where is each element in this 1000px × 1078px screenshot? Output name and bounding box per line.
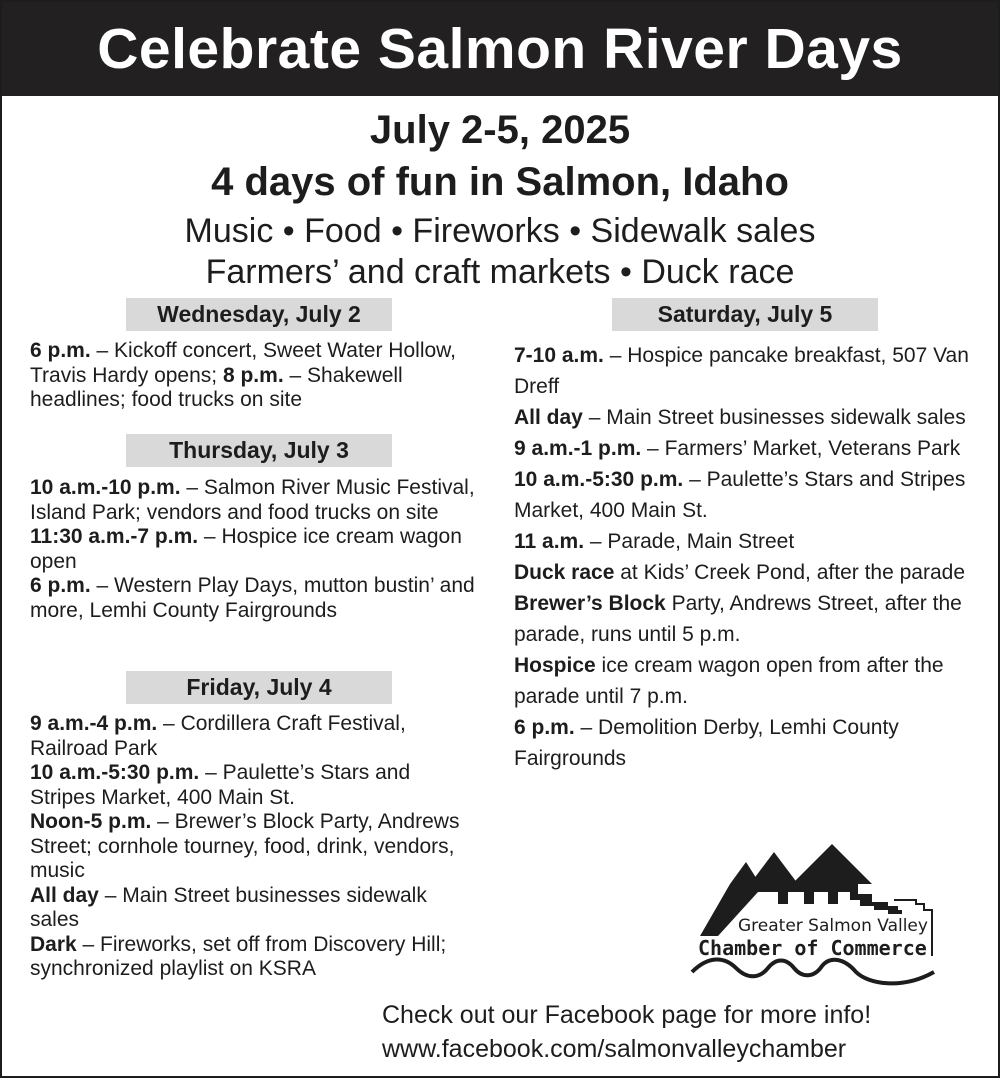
event-time: 6 p.m. xyxy=(30,574,91,597)
event-time: 6 p.m. xyxy=(514,716,575,739)
schedule-entry xyxy=(30,525,480,574)
event-description: – Hospice ice cream wagon open xyxy=(30,525,462,573)
event-description: – Demolition Derby, Lemhi County Fairgrounds xyxy=(514,716,899,770)
schedule-entry xyxy=(30,574,480,623)
event-time: Dark xyxy=(30,932,77,956)
event-description: – Paulette’s Stars and Stripes Market, 400 Main St. xyxy=(30,761,411,809)
event-time: 9 a.m.-4 p.m. xyxy=(30,712,158,735)
event-time: 9 a.m.-1 p.m. xyxy=(514,437,642,460)
mountain-icon xyxy=(792,844,872,884)
day-header-thursday: Thursday, July 3 xyxy=(126,434,392,467)
schedule-entry xyxy=(30,712,480,761)
schedule-saturday xyxy=(514,340,974,774)
schedule-entry xyxy=(514,340,974,402)
facebook-link[interactable]: www.facebook.com/salmonvalleychamber xyxy=(382,1035,847,1063)
schedule-entry xyxy=(30,761,480,810)
event-description: – Western Play Days, mutton bustin’ and more, Lemhi County Fairgrounds xyxy=(30,574,475,622)
schedule-entry xyxy=(30,339,480,413)
event-subtitle: 4 days of fun in Salmon, Idaho xyxy=(211,160,789,204)
schedule-entry xyxy=(514,712,974,774)
event-time: All day xyxy=(30,883,99,907)
schedule-entry xyxy=(514,650,974,712)
event-time: 7-10 a.m. xyxy=(514,344,604,367)
event-description: – Cordillera Craft Festival, Railroad Park xyxy=(30,712,406,760)
event-time: Brewer’s Block xyxy=(514,592,666,615)
schedule-entry xyxy=(514,588,974,650)
schedule-entry xyxy=(514,464,974,526)
title-banner xyxy=(2,2,998,96)
event-description: – Shakewell headlines; food trucks on site xyxy=(30,363,403,411)
event-time: Hospice xyxy=(514,654,596,677)
event-description: – Paulette’s Stars and Stripes Market, 400 Main St. xyxy=(514,468,966,522)
event-time: Noon-5 p.m. xyxy=(30,810,152,833)
event-highlights-line-1: Music • Food • Fireworks • Sidewalk sales xyxy=(184,212,816,250)
event-description: – Main Street businesses sidewalk sales xyxy=(582,406,966,429)
schedule-entry xyxy=(30,884,480,933)
day-header-friday: Friday, July 4 xyxy=(126,671,392,704)
day-header-wednesday: Wednesday, July 2 xyxy=(126,298,392,331)
event-description: at Kids’ Creek Pond, after the parade xyxy=(614,561,965,584)
event-description: – Parade, Main Street xyxy=(584,530,795,553)
event-time: 6 p.m. xyxy=(30,339,91,362)
event-description: ice cream wagon open from after the parade until 7 p.m. xyxy=(514,654,944,708)
event-description: – Kickoff concert, Sweet Water Hollow, Travis Hardy opens; xyxy=(30,339,457,387)
page-title: Celebrate Salmon River Days xyxy=(97,17,903,81)
event-time: 10 a.m.-5:30 p.m. xyxy=(30,761,200,784)
event-description: – Main Street businesses sidewalk sales xyxy=(30,883,427,931)
event-description: – Fireworks, set off from Discovery Hill; synchronized playlist on KSRA xyxy=(30,932,447,980)
schedule-entry xyxy=(30,810,480,884)
schedule-entry xyxy=(514,526,974,557)
schedule-thursday xyxy=(30,476,480,623)
event-time: All day xyxy=(514,406,583,429)
schedule-entry xyxy=(30,933,480,982)
schedule-wednesday xyxy=(30,339,480,413)
event-description: – Brewer’s Block Party, Andrews Street; cornhole tourney, food, drink, vendors, music xyxy=(30,810,460,882)
event-time: 10 a.m.-10 p.m. xyxy=(30,476,181,499)
footer-info: Check out our Facebook page for more info! xyxy=(382,1001,872,1029)
event-time: 10 a.m.-5:30 p.m. xyxy=(514,468,684,491)
schedule-entry xyxy=(30,476,480,525)
event-time: Duck race xyxy=(514,561,615,584)
schedule-entry xyxy=(514,557,974,588)
schedule-friday xyxy=(30,712,480,982)
event-highlights-line-2: Farmers’ and craft markets • Duck race xyxy=(205,253,795,291)
logo-text-line-2: Chamber of Commerce xyxy=(698,936,927,960)
event-description: – Hospice pancake breakfast, 507 Van Dreff xyxy=(514,344,969,398)
event-time: 11 a.m. xyxy=(514,530,585,553)
river-swoosh-icon xyxy=(692,959,934,983)
event-dates: July 2-5, 2025 xyxy=(369,108,631,152)
event-time: 11:30 a.m.-7 p.m. xyxy=(30,525,199,548)
schedule-entry xyxy=(514,433,974,464)
schedule-entry xyxy=(514,402,974,433)
logo-text-line-1: Greater Salmon Valley xyxy=(738,916,928,936)
event-description: Party, Andrews Street, after the parade, runs until 5 p.m. xyxy=(514,592,962,646)
day-header-saturday: Saturday, July 5 xyxy=(612,298,878,331)
event-description: – Salmon River Music Festival, Island Park; vendors and food trucks on site xyxy=(30,476,475,524)
mountain-icon xyxy=(750,852,798,884)
event-description: – Farmers’ Market, Veterans Park xyxy=(641,437,961,460)
event-time: 8 p.m. xyxy=(222,363,284,387)
